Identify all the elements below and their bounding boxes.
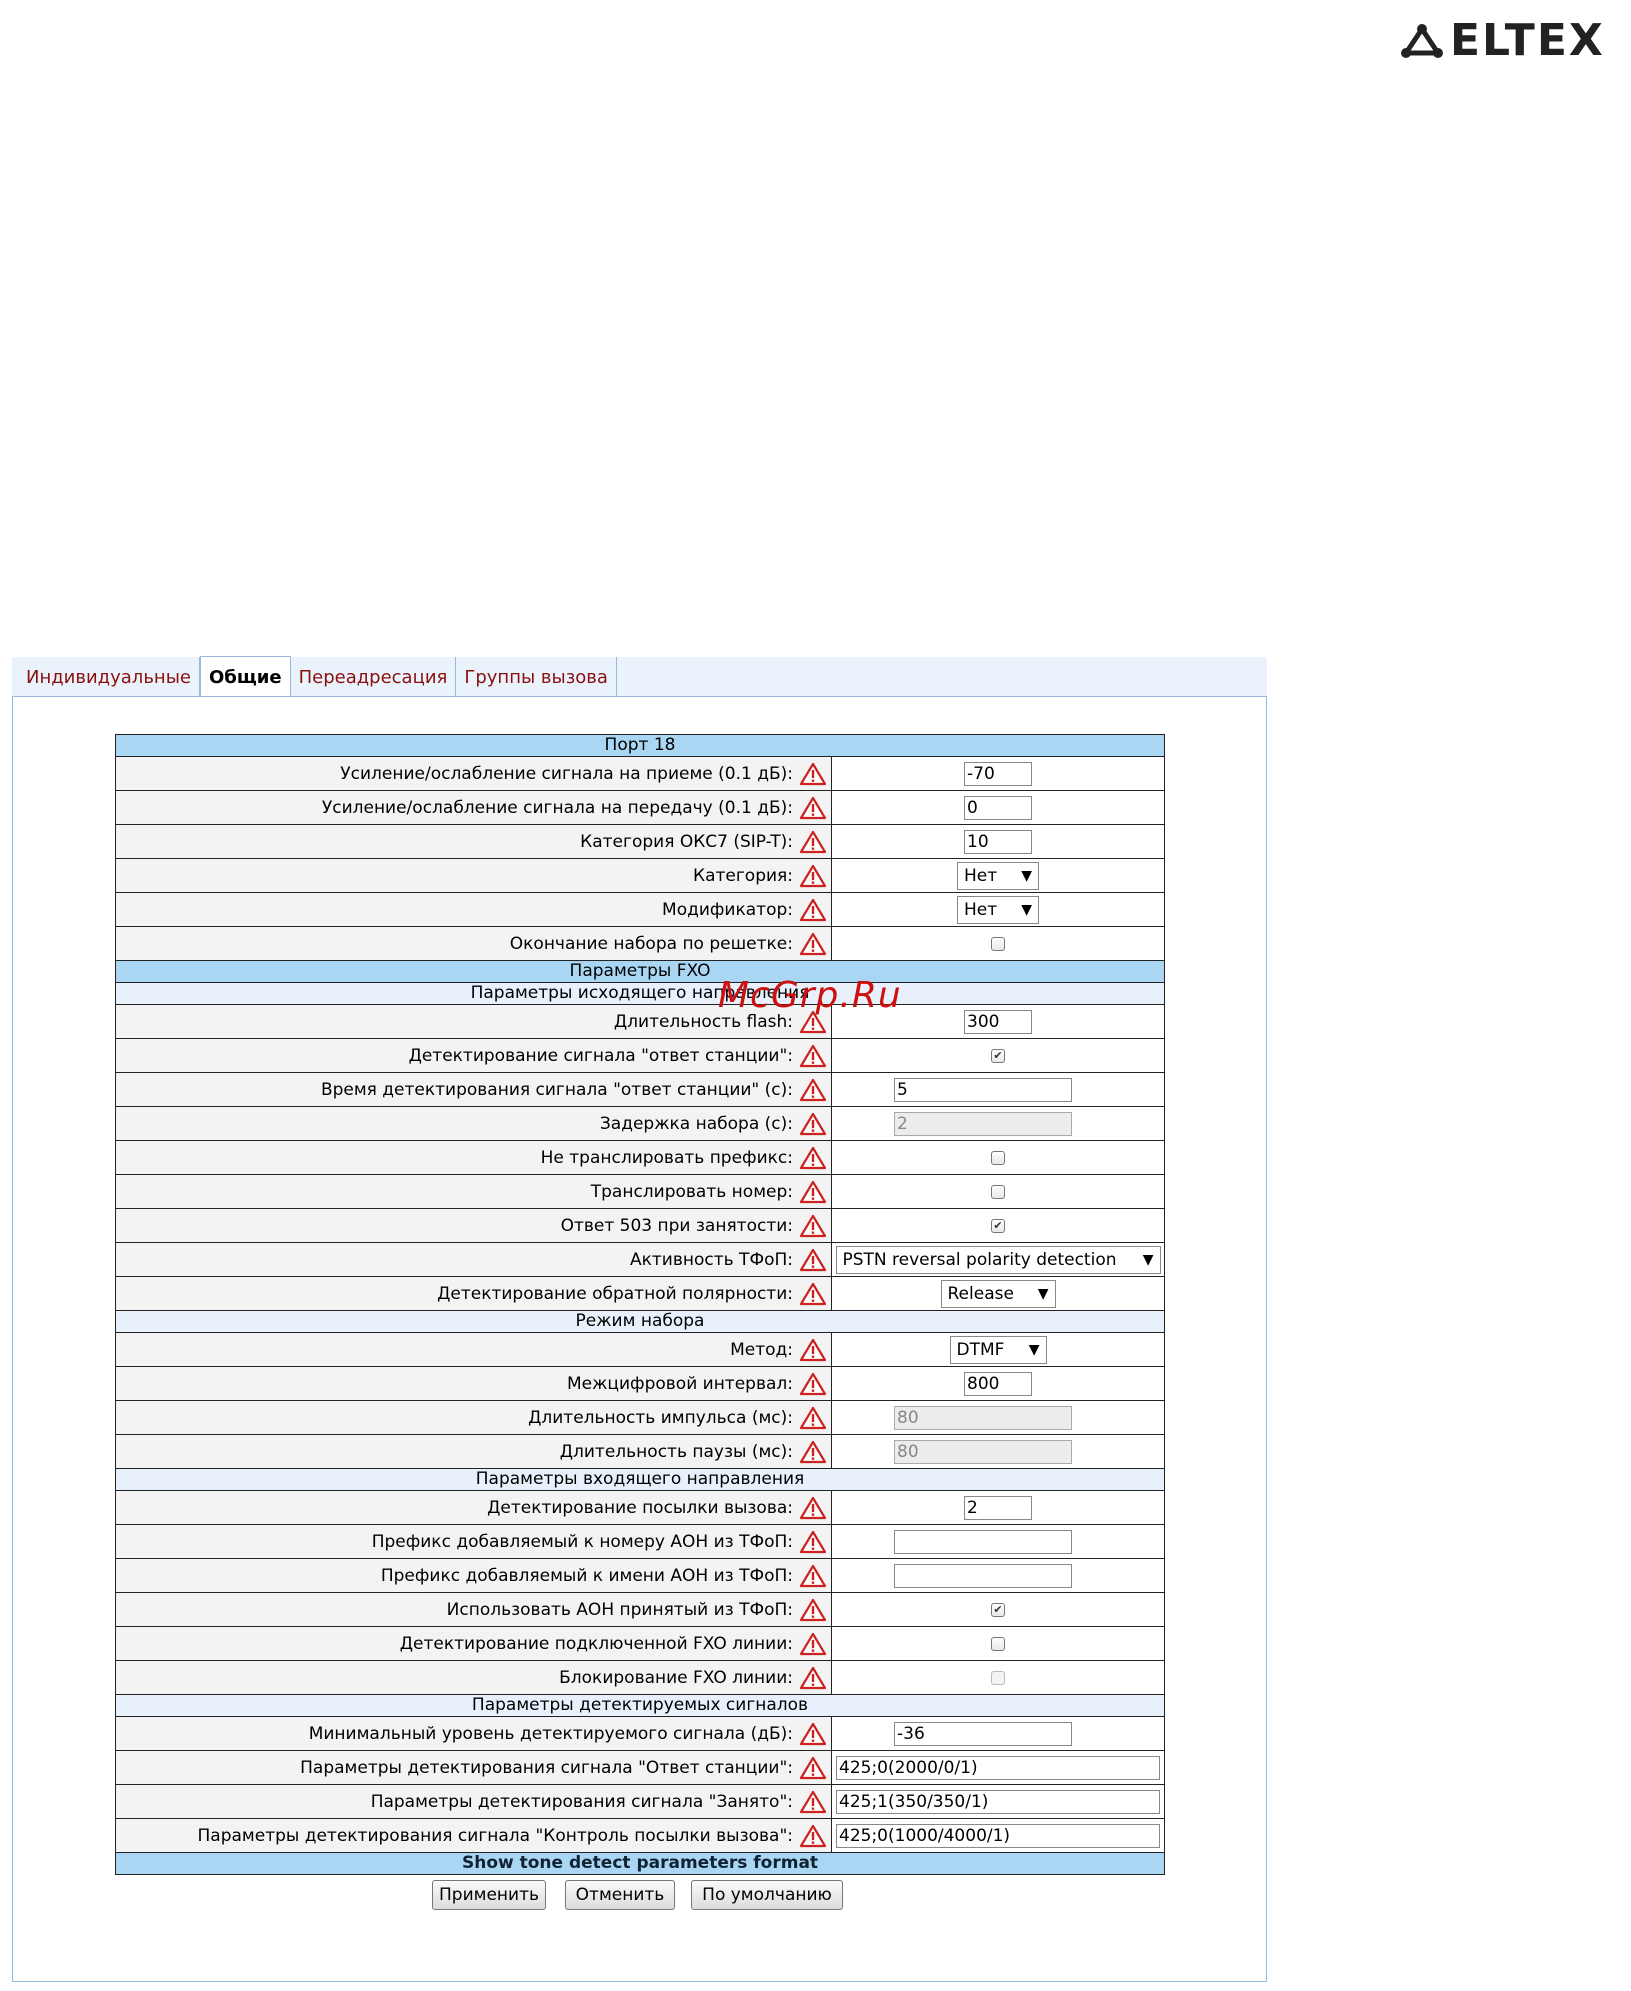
setting-value-cell xyxy=(832,1141,1165,1175)
setting-input[interactable] xyxy=(964,1496,1032,1520)
setting-label-cell xyxy=(116,927,832,961)
setting-input[interactable] xyxy=(894,1530,1072,1554)
default-button[interactable]: По умолчанию xyxy=(691,1880,843,1910)
setting-label-cell xyxy=(116,1559,832,1593)
setting-label-cell xyxy=(116,825,832,859)
warning-icon xyxy=(799,1146,827,1170)
watermark: McGrp.Ru xyxy=(718,975,902,1016)
setting-input[interactable] xyxy=(836,1756,1160,1780)
setting-label: Параметры детектирования сигнала "Контроль посылки вызова": xyxy=(197,1825,793,1846)
setting-label: Категория ОКС7 (SIP-T): xyxy=(580,831,793,852)
setting-checkbox[interactable] xyxy=(991,1637,1005,1651)
setting-input[interactable] xyxy=(894,1078,1072,1102)
setting-label-cell xyxy=(116,757,832,791)
warning-icon xyxy=(799,796,827,820)
setting-label: Детектирование сигнала "ответ станции": xyxy=(408,1045,793,1066)
warning-icon xyxy=(799,1790,827,1814)
setting-input[interactable] xyxy=(894,1722,1072,1746)
warning-icon xyxy=(799,1372,827,1396)
setting-label: Окончание набора по решетке: xyxy=(509,933,793,954)
setting-checkbox[interactable]: ✔ xyxy=(991,1049,1005,1063)
setting-value-cell xyxy=(832,791,1165,825)
setting-checkbox[interactable]: ✔ xyxy=(991,1603,1005,1617)
setting-input[interactable] xyxy=(894,1406,1072,1430)
subsection-header: Параметры входящего направления xyxy=(116,1469,1165,1491)
setting-label-cell xyxy=(116,1661,832,1695)
setting-input[interactable] xyxy=(964,762,1032,786)
setting-input[interactable] xyxy=(894,1564,1072,1588)
warning-icon xyxy=(799,898,827,922)
setting-label-cell xyxy=(116,1333,832,1367)
setting-value-cell xyxy=(832,1243,1165,1277)
warning-icon xyxy=(799,1722,827,1746)
setting-label: Ответ 503 при занятости: xyxy=(560,1215,793,1236)
setting-value-cell xyxy=(832,1333,1165,1367)
dropdown-arrow-icon: ▼ xyxy=(1021,901,1032,918)
setting-value-cell xyxy=(832,927,1165,961)
warning-icon xyxy=(799,1112,827,1136)
setting-label: Не транслировать префикс: xyxy=(540,1147,793,1168)
tab-bar xyxy=(12,657,1267,697)
setting-label: Параметры детектирования сигнала "Ответ станции": xyxy=(300,1757,793,1778)
port-settings-table xyxy=(115,734,1165,1875)
setting-value-cell xyxy=(832,1209,1165,1243)
setting-label: Категория: xyxy=(693,865,793,886)
setting-checkbox[interactable] xyxy=(991,1151,1005,1165)
setting-value-cell xyxy=(832,1401,1165,1435)
setting-label: Транслировать номер: xyxy=(590,1181,793,1202)
warning-icon xyxy=(799,1632,827,1656)
eltex-logo xyxy=(1400,15,1630,66)
setting-input[interactable] xyxy=(964,1372,1032,1396)
setting-label-cell xyxy=(116,1401,832,1435)
setting-input[interactable] xyxy=(894,1440,1072,1464)
setting-value-cell xyxy=(832,859,1165,893)
warning-icon xyxy=(799,1824,827,1848)
setting-label-cell xyxy=(116,1277,832,1311)
setting-value-cell xyxy=(832,1367,1165,1401)
setting-label: Минимальный уровень детектируемого сигнала (дБ): xyxy=(308,1723,793,1744)
setting-value-cell xyxy=(832,1593,1165,1627)
warning-icon xyxy=(799,1440,827,1464)
eltex-logo-icon xyxy=(1400,23,1444,59)
setting-value-cell xyxy=(832,1661,1165,1695)
setting-label: Префикс добавляемый к номеру АОН из ТФоП: xyxy=(371,1531,793,1552)
setting-input[interactable] xyxy=(964,1010,1032,1034)
tab-call-groups[interactable]: Группы вызова xyxy=(456,657,617,697)
setting-label: Детектирование подключенной FXO линии: xyxy=(399,1633,793,1654)
warning-icon xyxy=(799,1406,827,1430)
dropdown-arrow-icon: ▼ xyxy=(1021,867,1032,884)
setting-select[interactable]: Нет ▼ xyxy=(957,862,1039,890)
setting-value-cell xyxy=(832,757,1165,791)
dropdown-arrow-icon: ▼ xyxy=(1028,1341,1040,1358)
setting-value-cell xyxy=(832,1073,1165,1107)
warning-icon xyxy=(799,1248,827,1272)
setting-input[interactable] xyxy=(894,1112,1072,1136)
setting-label-cell xyxy=(116,1717,832,1751)
setting-select[interactable]: Нет ▼ xyxy=(957,896,1039,924)
warning-icon xyxy=(799,762,827,786)
section-header: Параметры FXO xyxy=(116,961,1165,983)
warning-icon xyxy=(799,1180,827,1204)
setting-label: Метод: xyxy=(730,1339,793,1360)
setting-value-cell xyxy=(832,1491,1165,1525)
setting-label-cell xyxy=(116,1435,832,1469)
setting-label: Задержка набора (с): xyxy=(599,1113,793,1134)
setting-label-cell xyxy=(116,1525,832,1559)
setting-value-cell xyxy=(832,1819,1165,1853)
subsection-header: Режим набора xyxy=(116,1311,1165,1333)
setting-select[interactable]: PSTN reversal polarity detection ▼ xyxy=(836,1246,1161,1274)
setting-label-cell xyxy=(116,1593,832,1627)
setting-label-cell xyxy=(116,893,832,927)
setting-label: Время детектирования сигнала "ответ станции" (с): xyxy=(320,1079,793,1100)
setting-label-cell xyxy=(116,1785,832,1819)
setting-label-cell xyxy=(116,1073,832,1107)
setting-label-cell xyxy=(116,859,832,893)
setting-select[interactable]: Release ▼ xyxy=(941,1280,1056,1308)
setting-label: Межцифровой интервал: xyxy=(566,1373,793,1394)
warning-icon xyxy=(799,1666,827,1690)
warning-icon xyxy=(799,1214,827,1238)
warning-icon xyxy=(799,1282,827,1306)
dropdown-arrow-icon: ▼ xyxy=(1142,1251,1154,1268)
setting-value-cell xyxy=(832,1277,1165,1311)
cancel-button[interactable]: Отменить xyxy=(565,1880,675,1910)
setting-label: Детектирование обратной полярности: xyxy=(437,1283,793,1304)
setting-value-cell xyxy=(832,1435,1165,1469)
setting-label: Параметры детектирования сигнала "Занято": xyxy=(370,1791,793,1812)
setting-label-cell xyxy=(116,1107,832,1141)
setting-input[interactable] xyxy=(964,796,1032,820)
setting-value-cell xyxy=(832,1559,1165,1593)
warning-icon xyxy=(799,864,827,888)
setting-value-cell xyxy=(832,1785,1165,1819)
setting-label-cell xyxy=(116,1367,832,1401)
setting-value-cell xyxy=(832,1525,1165,1559)
setting-value-cell xyxy=(832,825,1165,859)
setting-input[interactable] xyxy=(836,1824,1160,1848)
setting-select[interactable]: DTMF ▼ xyxy=(950,1336,1047,1364)
setting-value-cell xyxy=(832,1627,1165,1661)
setting-label: Блокирование FXO линии: xyxy=(559,1667,793,1688)
warning-icon xyxy=(799,1564,827,1588)
setting-value-cell xyxy=(832,1717,1165,1751)
dropdown-arrow-icon: ▼ xyxy=(1037,1285,1049,1302)
setting-value-cell xyxy=(832,893,1165,927)
setting-label: Модификатор: xyxy=(662,899,793,920)
warning-icon xyxy=(799,1598,827,1622)
setting-value-cell xyxy=(832,1107,1165,1141)
setting-value-cell xyxy=(832,1175,1165,1209)
setting-label-cell xyxy=(116,1751,832,1785)
warning-icon xyxy=(799,1338,827,1362)
setting-label: Активность ТФоП: xyxy=(630,1249,793,1270)
port-header: Порт 18 xyxy=(116,735,1165,757)
setting-label-cell xyxy=(116,1491,832,1525)
logo-text: ELTEX xyxy=(1450,15,1605,66)
warning-icon xyxy=(799,830,827,854)
warning-icon xyxy=(799,1756,827,1780)
tab-forwarding[interactable]: Переадресация xyxy=(291,657,457,697)
setting-label-cell xyxy=(116,1627,832,1661)
apply-button[interactable]: Применить xyxy=(432,1880,546,1910)
setting-checkbox[interactable]: ✔ xyxy=(991,1219,1005,1233)
setting-label-cell xyxy=(116,1175,832,1209)
setting-label: Усиление/ослабление сигнала на приеме (0.1 дБ): xyxy=(340,763,793,784)
setting-label: Префикс добавляемый к имени АОН из ТФоП: xyxy=(380,1565,793,1586)
setting-value-cell xyxy=(832,1751,1165,1785)
setting-checkbox[interactable] xyxy=(991,937,1005,951)
setting-label-cell xyxy=(116,1819,832,1853)
show-tone-format-link[interactable]: Show tone detect parameters format xyxy=(116,1853,1165,1875)
setting-label: Детектирование посылки вызова: xyxy=(487,1497,793,1518)
subsection-header: Параметры исходящего направления xyxy=(116,983,1165,1005)
setting-input[interactable] xyxy=(964,830,1032,854)
warning-icon xyxy=(799,1530,827,1554)
warning-icon xyxy=(799,932,827,956)
setting-label: Длительность flash: xyxy=(613,1011,793,1032)
subsection-header: Параметры детектируемых сигналов xyxy=(116,1695,1165,1717)
setting-label-cell xyxy=(116,1039,832,1073)
setting-label: Усиление/ослабление сигнала на передачу (0.1 дБ): xyxy=(321,797,793,818)
warning-icon xyxy=(799,1078,827,1102)
setting-label: Длительность паузы (мс): xyxy=(559,1441,793,1462)
tab-individual[interactable]: Индивидуальные xyxy=(12,657,200,697)
setting-label-cell xyxy=(116,1141,832,1175)
setting-input[interactable] xyxy=(836,1790,1160,1814)
setting-label-cell xyxy=(116,1209,832,1243)
warning-icon xyxy=(799,1496,827,1520)
setting-checkbox[interactable] xyxy=(991,1185,1005,1199)
setting-label: Длительность импульса (мс): xyxy=(528,1407,793,1428)
tab-general[interactable]: Общие xyxy=(200,656,291,698)
setting-label-cell xyxy=(116,1243,832,1277)
warning-icon xyxy=(799,1044,827,1068)
setting-label-cell xyxy=(116,791,832,825)
setting-checkbox[interactable] xyxy=(991,1671,1005,1685)
setting-value-cell xyxy=(832,1039,1165,1073)
setting-label: Использовать АОН принятый из ТФоП: xyxy=(446,1599,793,1620)
